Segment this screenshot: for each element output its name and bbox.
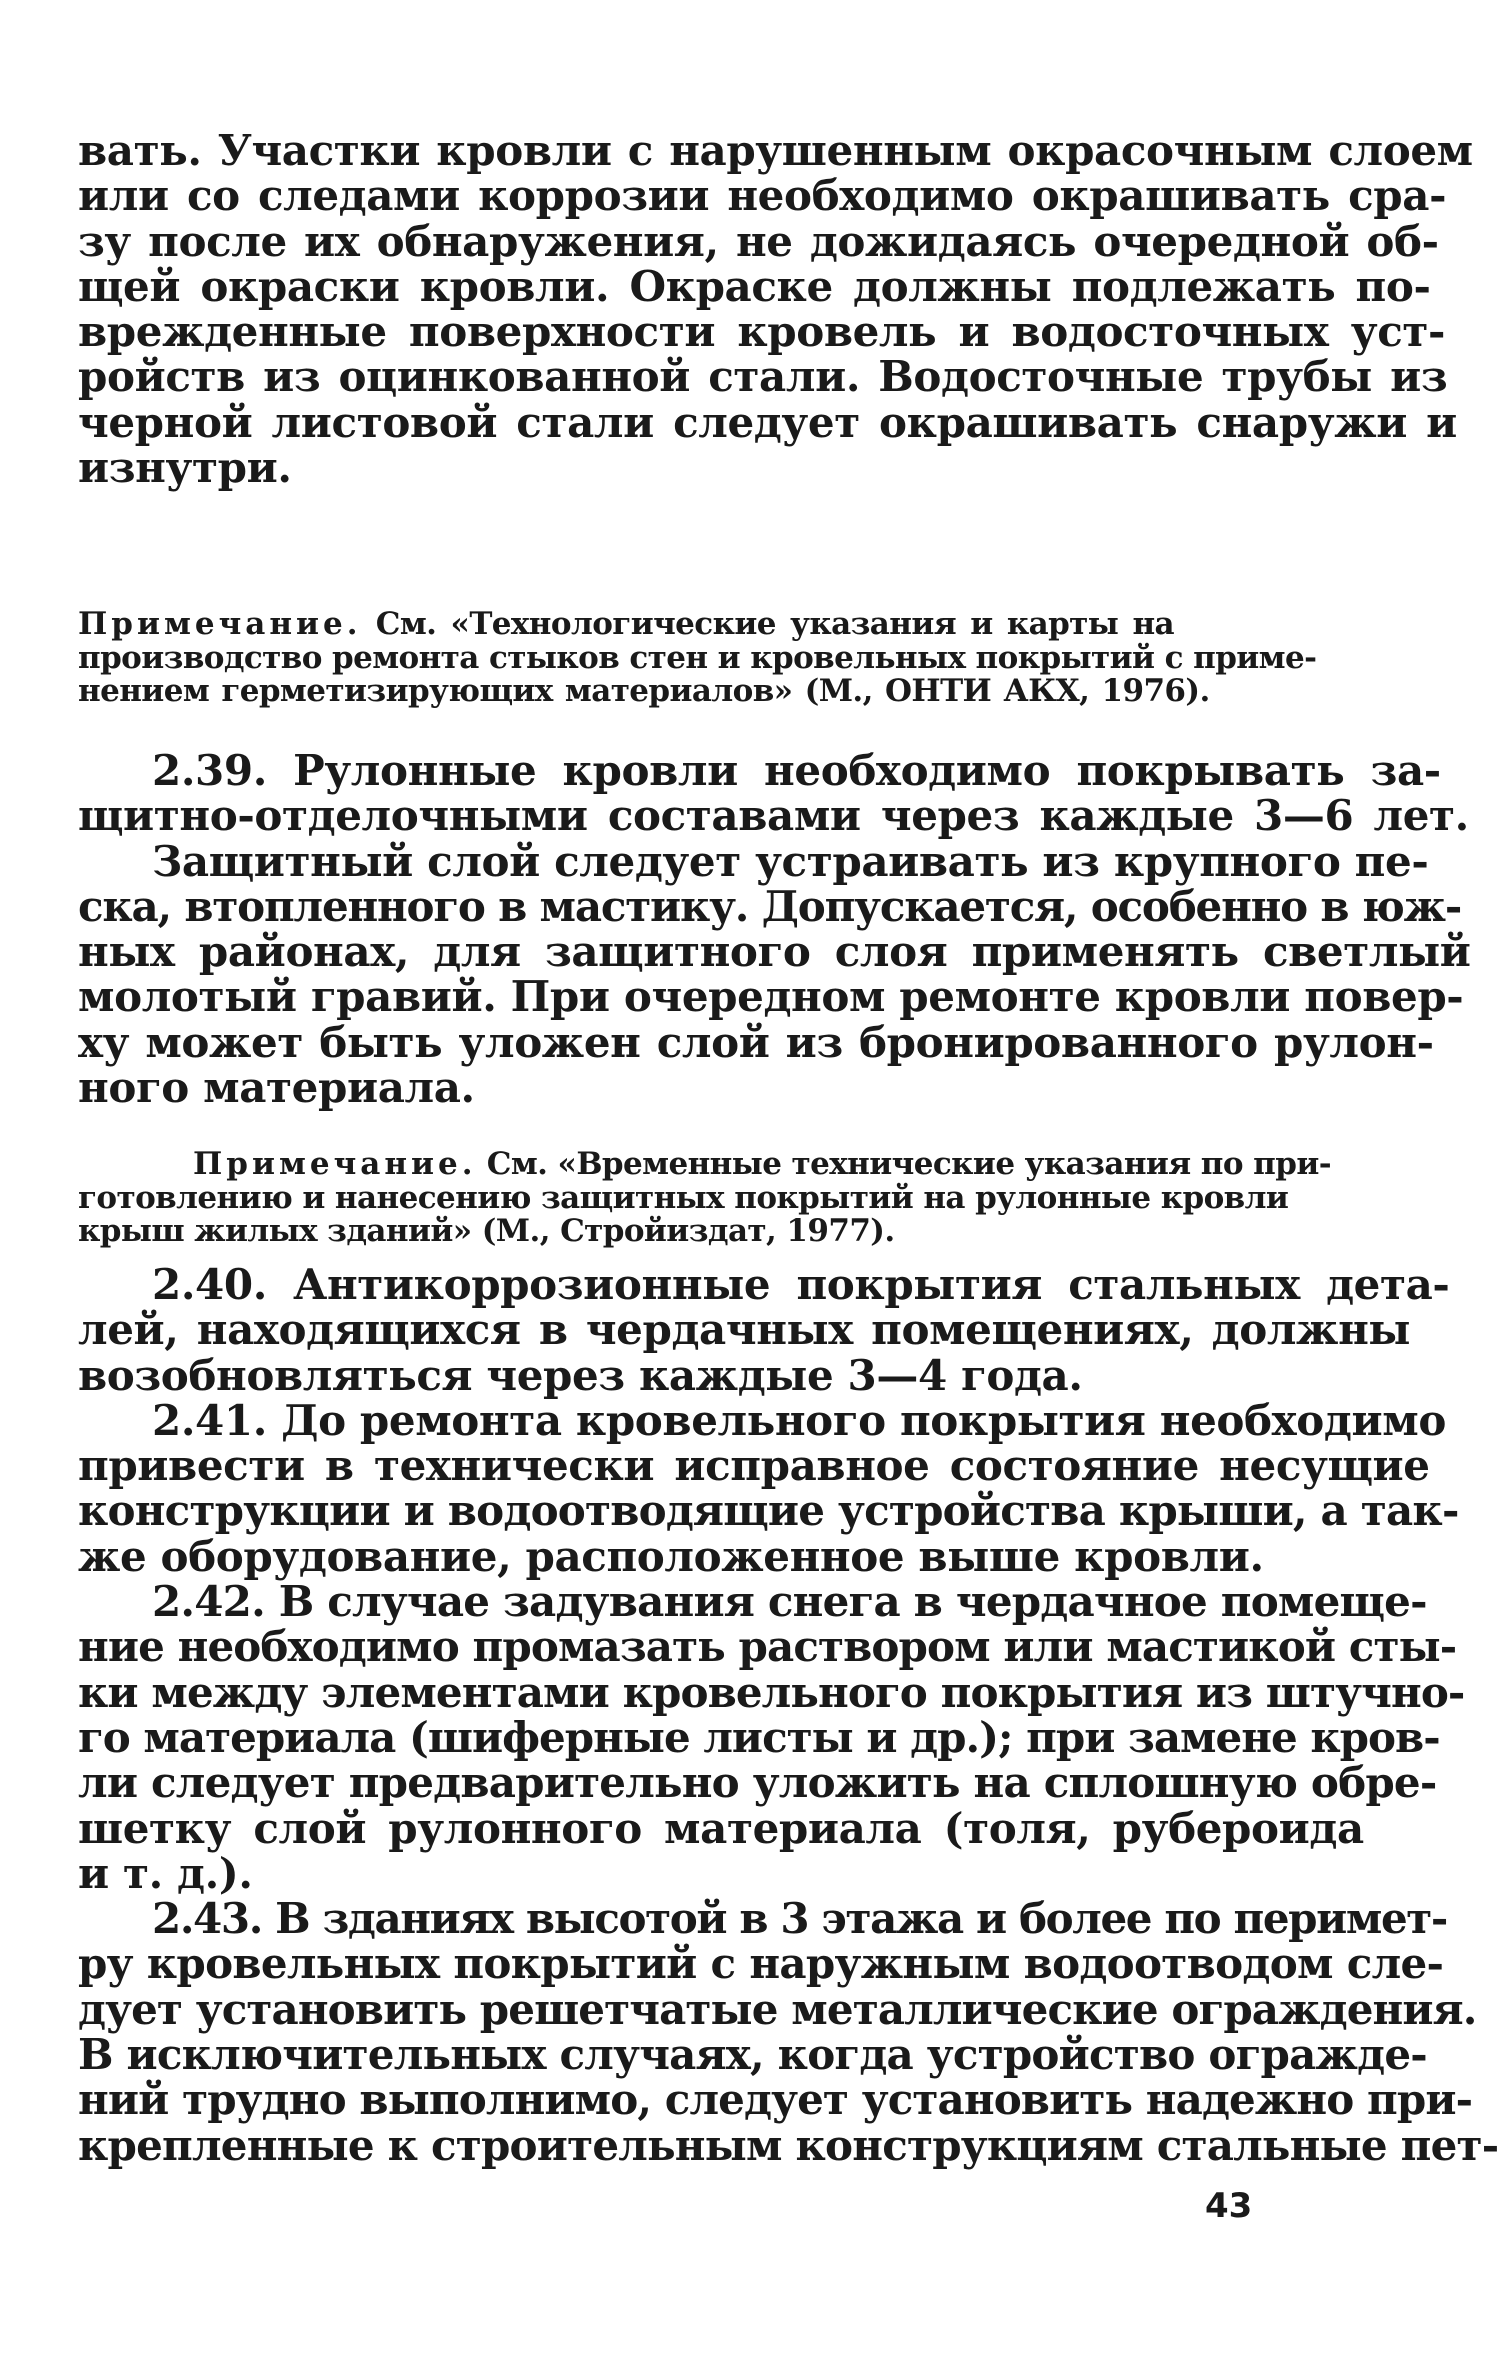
note-line xyxy=(78,608,1238,642)
note-technological xyxy=(78,606,1317,709)
text-line: лей, находящихся в чердачных помещениях, должны xyxy=(78,1305,1411,1355)
text-line: конструкции и водоотводящие устройства крыши, а так- xyxy=(78,1486,1459,1536)
section-2-39 xyxy=(78,746,1471,1113)
note-label: Примечание. xyxy=(193,1146,477,1182)
text-line: щитно-отделочными составами через каждые 3—6 лет. xyxy=(78,791,1469,841)
note-line: производство ремонта стыков стен и кровельных покрытий с приме- xyxy=(78,639,1317,676)
text-line: ру кровельных покрытий с наружным водоотводом сле- xyxy=(78,1939,1444,1989)
note-line: готовлению и нанесению защитных покрытий на рулонные кровли xyxy=(78,1179,1289,1216)
note-line: нением герметизирующих материалов» (М., ОНТИ АКХ, 1976). xyxy=(78,673,1210,709)
text-line: дует установить решетчатые металлические ограждения. xyxy=(78,1984,1477,2034)
text-line: возобновляться через каждые 3—4 года. xyxy=(78,1350,1083,1400)
text-line: ска, втопленного в мастику. Допускается, особенно в юж- xyxy=(78,881,1462,931)
text-line: шетку слой рулонного материала (толя, рубероида xyxy=(78,1803,1364,1853)
text-line: привести в технически исправное состояние несущие xyxy=(78,1441,1430,1491)
note-text: См. «Временные технические указания по при- xyxy=(476,1146,1331,1182)
text-line: ли следует предварительно уложить на сплошную обре- xyxy=(78,1758,1437,1808)
text-line: ки между элементами кровельного покрытия из штучно- xyxy=(78,1667,1465,1717)
text-line: го материала (шиферные листы и др.); при замене кров- xyxy=(78,1712,1440,1762)
text-line: черной листовой стали следует окрашивать снаружи и xyxy=(78,397,1457,447)
note-text: См. «Технологические указания и карты на xyxy=(361,606,1175,642)
text-line: ние необходимо промазать раствором или мастикой сты- xyxy=(78,1622,1457,1672)
text-line: щей окраски кровли. Окраске должны подлежать по- xyxy=(78,261,1431,311)
text-line: 2.42. В случае задувания снега в чердачное помеще- xyxy=(152,1577,1427,1627)
text-line: вать. Участки кровли с нарушенным окрасочным слоем xyxy=(78,126,1473,175)
text-line: молотый гравий. При очередном ремонте кровли повер- xyxy=(78,972,1464,1022)
note-label: Примечание. xyxy=(78,606,362,642)
text-line: ного материала. xyxy=(78,1063,475,1113)
text-line: 2.43. В зданиях высотой в 3 этажа и более по перимет- xyxy=(152,1894,1447,1944)
text-line: крепленные к строительным конструкциям стальные пет- xyxy=(78,2120,1498,2170)
text-line: ний трудно выполнимо, следует установить надежно при- xyxy=(78,2075,1473,2125)
text-line: и т. д.). xyxy=(78,1848,253,1898)
text-line: же оборудование, расположенное выше кровли. xyxy=(78,1531,1264,1581)
text-line: ных районах, для защитного слоя применять светлый xyxy=(78,927,1471,977)
page-number: 43 xyxy=(1205,2186,1253,2226)
text-line: врежденные поверхности кровель и водосточных уст- xyxy=(78,307,1446,357)
note-line: крыш жилых зданий» (М., Стройиздат, 1977). xyxy=(78,1213,895,1249)
sections-2-40-to-2-43 xyxy=(78,1260,1498,2170)
paragraph-continuation xyxy=(78,126,1473,493)
text-line: 2.39. Рулонные кровли необходимо покрывать за- xyxy=(152,746,1441,795)
note-line xyxy=(78,1146,1331,1182)
note-temporary xyxy=(78,1146,1331,1249)
text-line: изнутри. xyxy=(78,443,292,493)
text-line: Защитный слой следует устраивать из крупного пе- xyxy=(152,836,1429,886)
text-line: зу после их обнаружения, не дожидаясь очередной об- xyxy=(78,216,1439,266)
text-line: 2.40. Антикоррозионные покрытия стальных дета- xyxy=(152,1260,1450,1309)
text-line: 2.41. До ремонта кровельного покрытия необходимо xyxy=(152,1395,1446,1445)
text-line: или со следами коррозии необходимо окрашивать сра- xyxy=(78,171,1447,221)
text-line: ройств из оцинкованной стали. Водосточные трубы из xyxy=(78,352,1448,402)
text-line: В исключительных случаях, когда устройство огражде- xyxy=(78,2030,1427,2080)
text-line: ху может быть уложен слой из бронированного рулон- xyxy=(78,1017,1434,1067)
